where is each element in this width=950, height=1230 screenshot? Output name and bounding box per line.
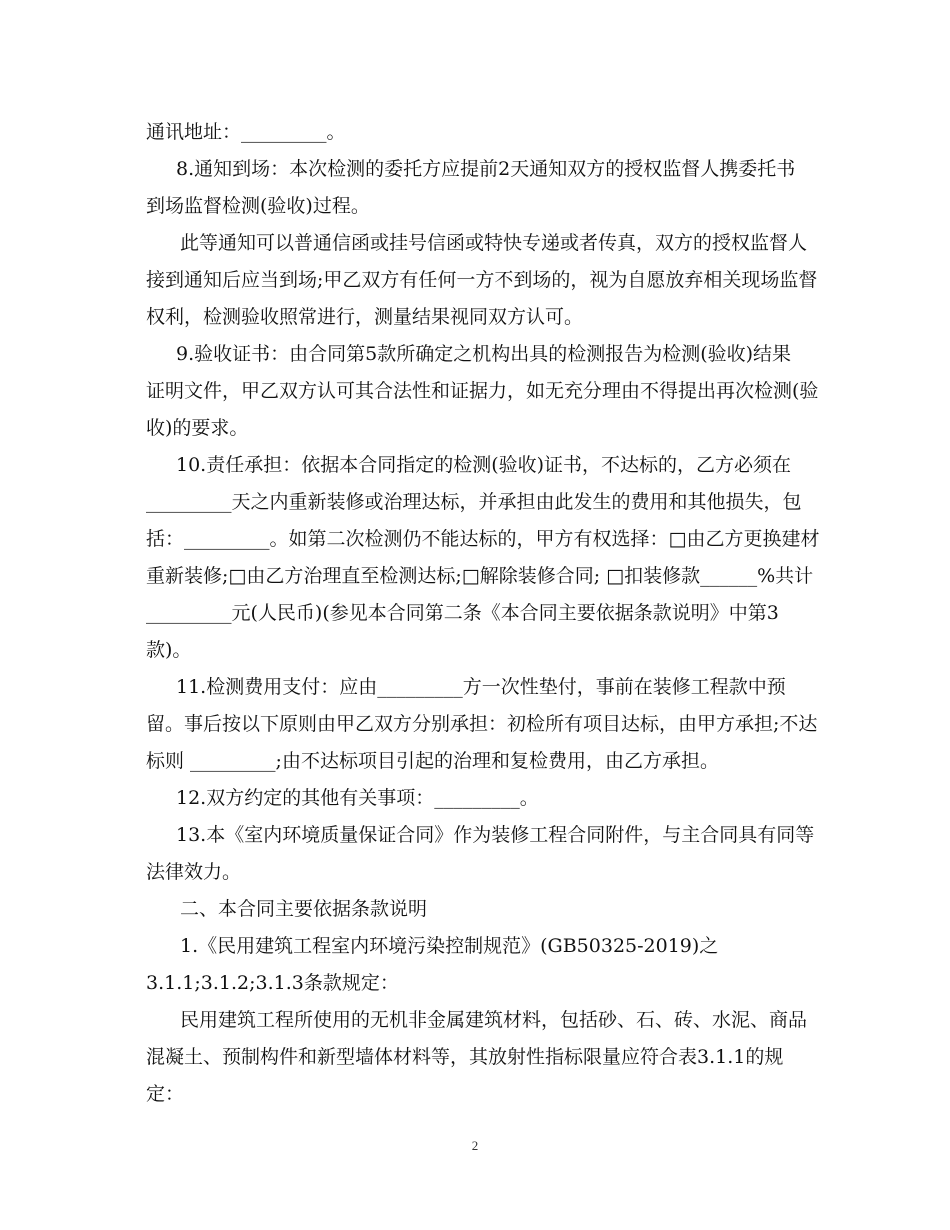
text-line: 标则 _________;由不达标项目引起的治理和复检费用，由乙方承担。 xyxy=(146,750,719,772)
text-line: 法律效力。 xyxy=(146,861,242,883)
text-line: 二、本合同主要依据条款说明 xyxy=(180,898,428,920)
text-line: 收)的要求。 xyxy=(146,417,249,439)
text-line: 13.本《室内环境质量保证合同》作为装修工程合同附件，与主合同具有同等 xyxy=(176,824,815,846)
text-line: 括：_________。如第二次检测仍不能达标的，甲方有权选择：□由乙方更换建材 xyxy=(146,528,820,550)
text-line: 重新装修;□由乙方治理直至检测达标;□解除装修合同; □扣装修款______%共计 xyxy=(146,565,814,587)
text-line: 留。事后按以下原则由甲乙双方分别承担：初检所有项目达标，由甲方承担;不达 xyxy=(146,713,818,735)
text-line: 11.检测费用支付：应由_________方一次性垫付，事前在装修工程款中预 xyxy=(176,676,786,698)
text-line: 到场监督检测(验收)过程。 xyxy=(146,195,370,217)
text-line: 10.责任承担：依据本合同指定的检测(验收)证书，不达标的，乙方必须在 xyxy=(176,454,792,476)
text-line: 此等通知可以普通信函或挂号信函或特快专递或者传真，双方的授权监督人 xyxy=(180,232,808,254)
text-line: 证明文件，甲乙双方认可其合法性和证据力，如无充分理由不得提出再次检测(验 xyxy=(146,380,819,402)
text-line: 权利，检测验收照常进行，测量结果视同双方认可。 xyxy=(146,306,584,328)
text-line: _________天之内重新装修或治理达标，并承担由此发生的费用和其他损失，包 xyxy=(146,491,802,513)
text-line: 3.1.1;3.1.2;3.1.3条款规定： xyxy=(146,972,399,994)
text-line: 9.验收证书：由合同第5款所确定之机构出具的检测报告为检测(验收)结果 xyxy=(176,343,792,365)
text-line: 定： xyxy=(146,1083,185,1105)
text-line: 通讯地址：_________。 xyxy=(146,121,346,143)
text-line: 1.《民用建筑工程室内环境污染控制规范》(GB50325-2019)之 xyxy=(180,935,719,957)
text-line: 12.双方约定的其他有关事项：_________。 xyxy=(176,787,539,809)
text-line: 接到通知后应当到场;甲乙双方有任何一方不到场的，视为自愿放弃相关现场监督 xyxy=(146,269,818,291)
text-line: _________元(人民币)(参见本合同第二条《本合同主要依据条款说明》中第3 xyxy=(146,602,779,624)
text-line: 混凝土、预制构件和新型墙体材料等，其放射性指标限量应符合表3.1.1的规 xyxy=(146,1046,784,1068)
text-line: 款)。 xyxy=(146,639,192,661)
text-line: 民用建筑工程所使用的无机非金属建筑材料，包括砂、石、砖、水泥、商品 xyxy=(180,1009,808,1031)
text-line: 8.通知到场：本次检测的委托方应提前2天通知双方的授权监督人携委托书 xyxy=(176,158,796,180)
page-number: 2 xyxy=(471,1138,479,1153)
